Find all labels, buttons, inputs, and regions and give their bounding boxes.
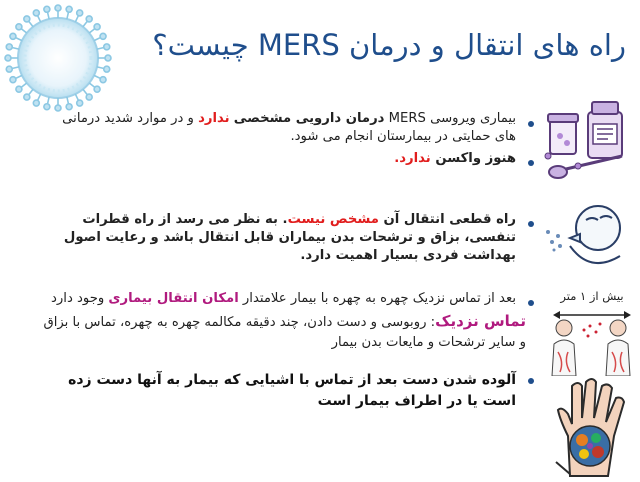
bullet-transmission-route: راه قطعی انتقال آن مشخص نیست. به نظر می رسد از راه قطرات تنفسی، بزاق و ترشحات بدن بیماران قابل انتقال باشد و رعایت اصول بهداشت فردی بسیار اهمیت دارد. xyxy=(63,212,516,263)
medicine-icon xyxy=(540,98,632,186)
page-title: راه های انتقال و درمان MERS چیست؟ xyxy=(152,28,626,62)
virus-spike-head xyxy=(33,100,39,106)
bullet-marker xyxy=(528,121,534,127)
virus-spike-head xyxy=(44,104,50,110)
virus-spike-head xyxy=(33,10,39,16)
bullet-close-contact: بعد از تماس نزدیک چهره به چهره با بیمار علامتدار امکان انتقال بیماری وجود دارد xyxy=(51,291,516,306)
bullet-hand-contamination: آلوده شدن دست بعد از تماس با اشیایی که بیمار به آنها دست زده است یا در اطراف بیمار است xyxy=(68,372,516,409)
virus-spike-head xyxy=(86,94,92,100)
distance-label: بیش از ۱ متر xyxy=(560,289,624,303)
virus-spike-head xyxy=(66,6,72,12)
virus-spike-head xyxy=(100,33,106,39)
bullet-marker xyxy=(528,160,534,166)
virus-spike-head xyxy=(77,100,83,106)
bullet-marker xyxy=(528,221,534,227)
virus-spike-head xyxy=(100,77,106,83)
virus-spike-head xyxy=(94,86,100,92)
virus-spike-head xyxy=(55,5,61,11)
virus-spike-head xyxy=(66,104,72,110)
virus-spike-head xyxy=(6,66,12,72)
virus-spike-head xyxy=(16,86,22,92)
virus-spike-head xyxy=(24,94,30,100)
virus-spike-head xyxy=(10,33,16,39)
virus-spike-head xyxy=(6,44,12,50)
people-icon xyxy=(548,318,636,376)
virus-spike-head xyxy=(16,24,22,30)
bullet-mers-treatment: بیماری ویروسی MERS درمان دارویی مشخصی ندارد و در موارد شدید درمانی های حمایتی در بیمارستان انجام می شود. xyxy=(62,111,516,144)
virus-spike-head xyxy=(94,24,100,30)
close-contact-definition: تماس نزدیک: روبوسی و دست دادن، چند دقیقه مکالمه چهره به چهره، تماس با بزاق و سایر ترشحات و مایعات بدن بیمار xyxy=(43,312,526,350)
bullet-marker xyxy=(528,300,534,306)
virus-spike-head xyxy=(104,66,110,72)
virus-spike-head xyxy=(24,16,30,22)
virus-spike-head xyxy=(44,6,50,12)
virus-icon xyxy=(2,2,114,114)
virus-spike-head xyxy=(5,55,11,61)
bullet-vaccine: هنوز واکسن ندارد. xyxy=(394,151,516,166)
virus-spike-head xyxy=(86,16,92,22)
virus-spike-head xyxy=(10,77,16,83)
virus-spike-head xyxy=(104,44,110,50)
sneeze-icon xyxy=(540,196,632,278)
bullet-marker xyxy=(528,378,534,384)
hand-germs-icon xyxy=(550,376,640,480)
virus-spike-head xyxy=(77,10,83,16)
